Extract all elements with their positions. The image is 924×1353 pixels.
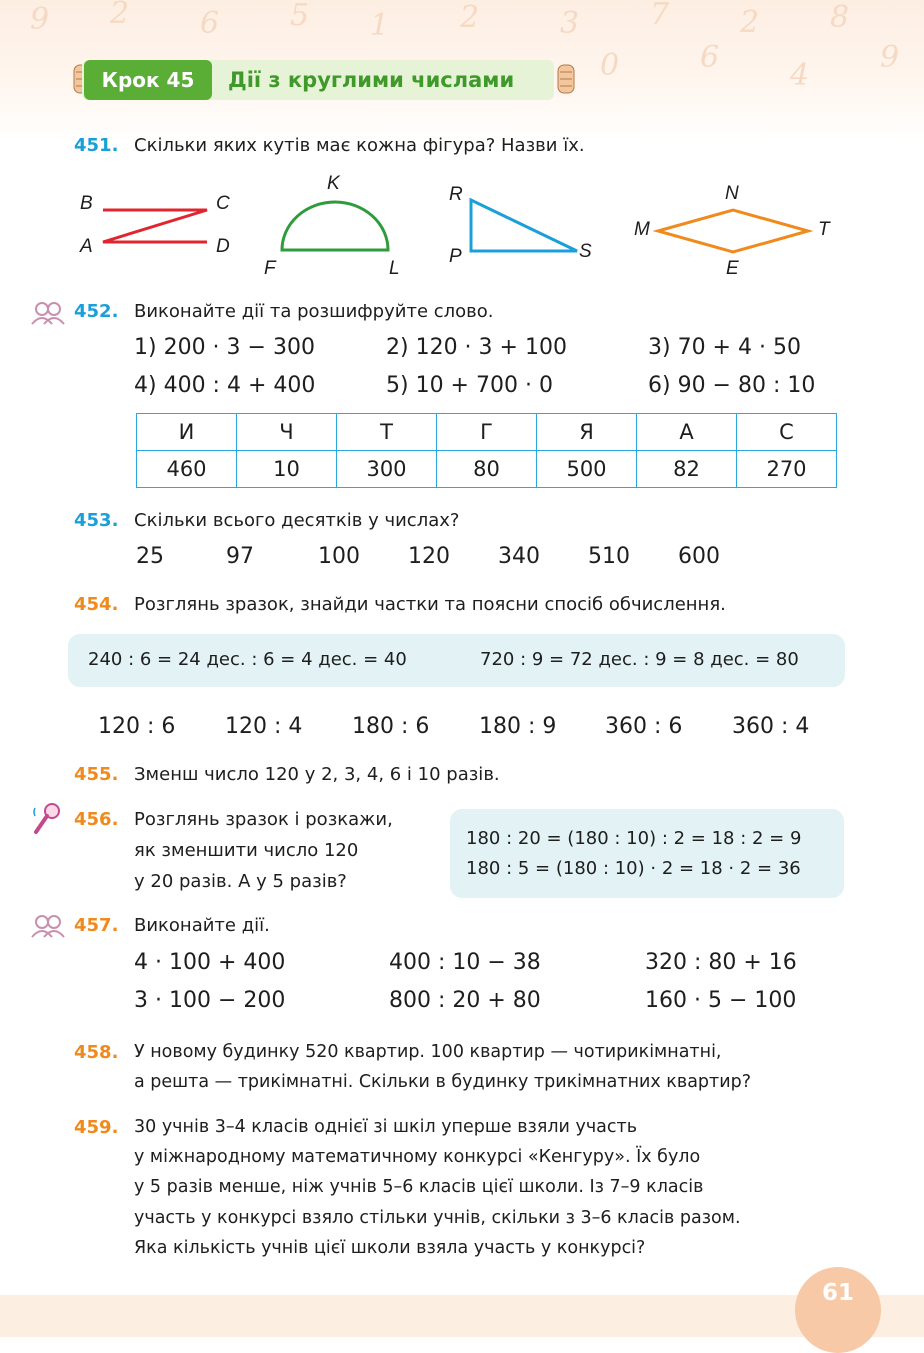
task-number: 459.	[74, 1117, 119, 1138]
point-label: N	[725, 183, 739, 204]
task-line: у міжнародному математичному конкурсі «Кенгуру». Їх було	[134, 1147, 701, 1167]
point-label: F	[264, 258, 276, 279]
sample-line: 180 : 20 = (180 : 10) : 2 = 18 : 2 = 9	[466, 828, 802, 849]
task-line: Яка кількість учнів цієї школи взяла участь у конкурсі?	[134, 1238, 646, 1258]
task-line: участь у конкурсі взяло стільки учнів, скільки з 3–6 класів разом.	[134, 1208, 741, 1228]
point-label: S	[579, 241, 592, 262]
task-line: 30 учнів 3–4 класів однієї зі шкіл уперше взяли участь	[134, 1117, 638, 1137]
semicircle-figure	[282, 202, 388, 250]
letter-cell: И	[137, 414, 237, 451]
expression: 180 : 6	[352, 714, 430, 739]
number-item: 100	[318, 544, 360, 569]
hand-right-icon	[556, 63, 576, 95]
point-label: A	[80, 236, 93, 257]
step-label: Крок 45	[84, 60, 212, 100]
number-item: 120	[408, 544, 450, 569]
expression: 120 : 6	[98, 714, 176, 739]
expression: 5) 10 + 700 · 0	[386, 373, 553, 398]
expression: 180 : 9	[479, 714, 557, 739]
table-row	[137, 414, 837, 451]
letter-cell: С	[737, 414, 837, 451]
number-item: 25	[136, 544, 164, 569]
letter-cell: Т	[337, 414, 437, 451]
letter-cell: А	[637, 414, 737, 451]
value-cell: 270	[737, 451, 837, 488]
expression: 360 : 4	[732, 714, 810, 739]
sample-line: 240 : 6 = 24 дес. : 6 = 4 дес. = 40	[88, 649, 407, 670]
point-label: B	[80, 193, 93, 214]
point-label: K	[327, 173, 340, 194]
expression: 120 : 4	[225, 714, 303, 739]
task-text: Скільки всього десятків у числах?	[134, 510, 460, 531]
expression: 1) 200 · 3 − 300	[134, 335, 315, 360]
number-item: 600	[678, 544, 720, 569]
point-label: L	[389, 258, 400, 279]
value-cell: 500	[537, 451, 637, 488]
sample-box	[450, 809, 844, 898]
letter-cell: Г	[437, 414, 537, 451]
value-cell: 10	[237, 451, 337, 488]
sample-line: 180 : 5 = (180 : 10) · 2 = 18 · 2 = 36	[466, 858, 801, 879]
number-item: 510	[588, 544, 630, 569]
sample-line: 720 : 9 = 72 дес. : 9 = 8 дес. = 80	[480, 649, 799, 670]
pair-work-icon	[30, 300, 66, 326]
lesson-header	[72, 57, 572, 101]
task-number: 457.	[74, 915, 119, 936]
point-label: E	[726, 258, 739, 279]
point-label: T	[818, 219, 830, 240]
task-number: 455.	[74, 764, 119, 785]
expression: 320 : 80 + 16	[645, 950, 797, 975]
task-text: Скільки яких кутів має кожна фігура? Назви їх.	[134, 135, 585, 156]
rhombus-figure	[658, 210, 808, 252]
expression: 400 : 10 − 38	[389, 950, 541, 975]
task-line: а решта — трикімнатні. Скільки в будинку трикімнатних квартир?	[134, 1072, 751, 1092]
expression: 3) 70 + 4 · 50	[648, 335, 801, 360]
number-item: 340	[498, 544, 540, 569]
task-line: як зменшити число 120	[134, 840, 359, 861]
top-decoration: 9 2 6 5 1 2 3 7 2 8 9 0 6 4	[0, 0, 924, 140]
task-line: у 20 разів. А у 5 разів?	[134, 871, 347, 892]
task-number: 452.	[74, 301, 119, 322]
point-label: P	[449, 246, 462, 267]
expression: 4) 400 : 4 + 400	[134, 373, 316, 398]
letter-cell: Ч	[237, 414, 337, 451]
expression: 800 : 20 + 80	[389, 988, 541, 1013]
lesson-title: Дії з круглими числами	[228, 68, 515, 92]
triangle-figure	[471, 200, 577, 251]
value-cell: 300	[337, 451, 437, 488]
broken-line-figure	[103, 210, 207, 242]
expression: 6) 90 − 80 : 10	[648, 373, 816, 398]
task-text: Виконайте дії.	[134, 915, 270, 936]
task-line: у 5 разів менше, ніж учнів 5–6 класів цієї школи. Із 7–9 класів	[134, 1177, 704, 1197]
task-number: 454.	[74, 594, 119, 615]
task-text: Виконайте дії та розшифруйте слово.	[134, 301, 494, 322]
table-row	[137, 451, 837, 488]
sample-box	[68, 634, 845, 687]
cipher-table	[136, 413, 837, 488]
footer-band	[0, 1295, 924, 1337]
expression: 360 : 6	[605, 714, 683, 739]
task-number: 453.	[74, 510, 119, 531]
point-label: D	[216, 236, 230, 257]
page-number: 61	[821, 1280, 854, 1306]
expression: 160 · 5 − 100	[645, 988, 797, 1013]
expression: 4 · 100 + 400	[134, 950, 286, 975]
task-line: У новому будинку 520 квартир. 100 квартир — чотирикімнатні,	[134, 1042, 722, 1062]
point-label: R	[449, 184, 463, 205]
pair-work-icon	[30, 913, 66, 939]
task-number: 456.	[74, 809, 119, 830]
task-number: 451.	[74, 135, 119, 156]
value-cell: 82	[637, 451, 737, 488]
expression: 3 · 100 − 200	[134, 988, 286, 1013]
task-number: 458.	[74, 1042, 119, 1063]
task-line: Розглянь зразок і розкажи,	[134, 809, 393, 830]
letter-cell: Я	[537, 414, 637, 451]
task-text: Зменш число 120 у 2, 3, 4, 6 і 10 разів.	[134, 764, 500, 785]
value-cell: 460	[137, 451, 237, 488]
number-item: 97	[226, 544, 254, 569]
task-text: Розглянь зразок, знайди частки та поясни спосіб обчислення.	[134, 594, 726, 615]
point-label: M	[634, 219, 650, 240]
microphone-icon	[32, 802, 62, 836]
value-cell: 80	[437, 451, 537, 488]
point-label: C	[216, 193, 230, 214]
expression: 2) 120 · 3 + 100	[386, 335, 567, 360]
